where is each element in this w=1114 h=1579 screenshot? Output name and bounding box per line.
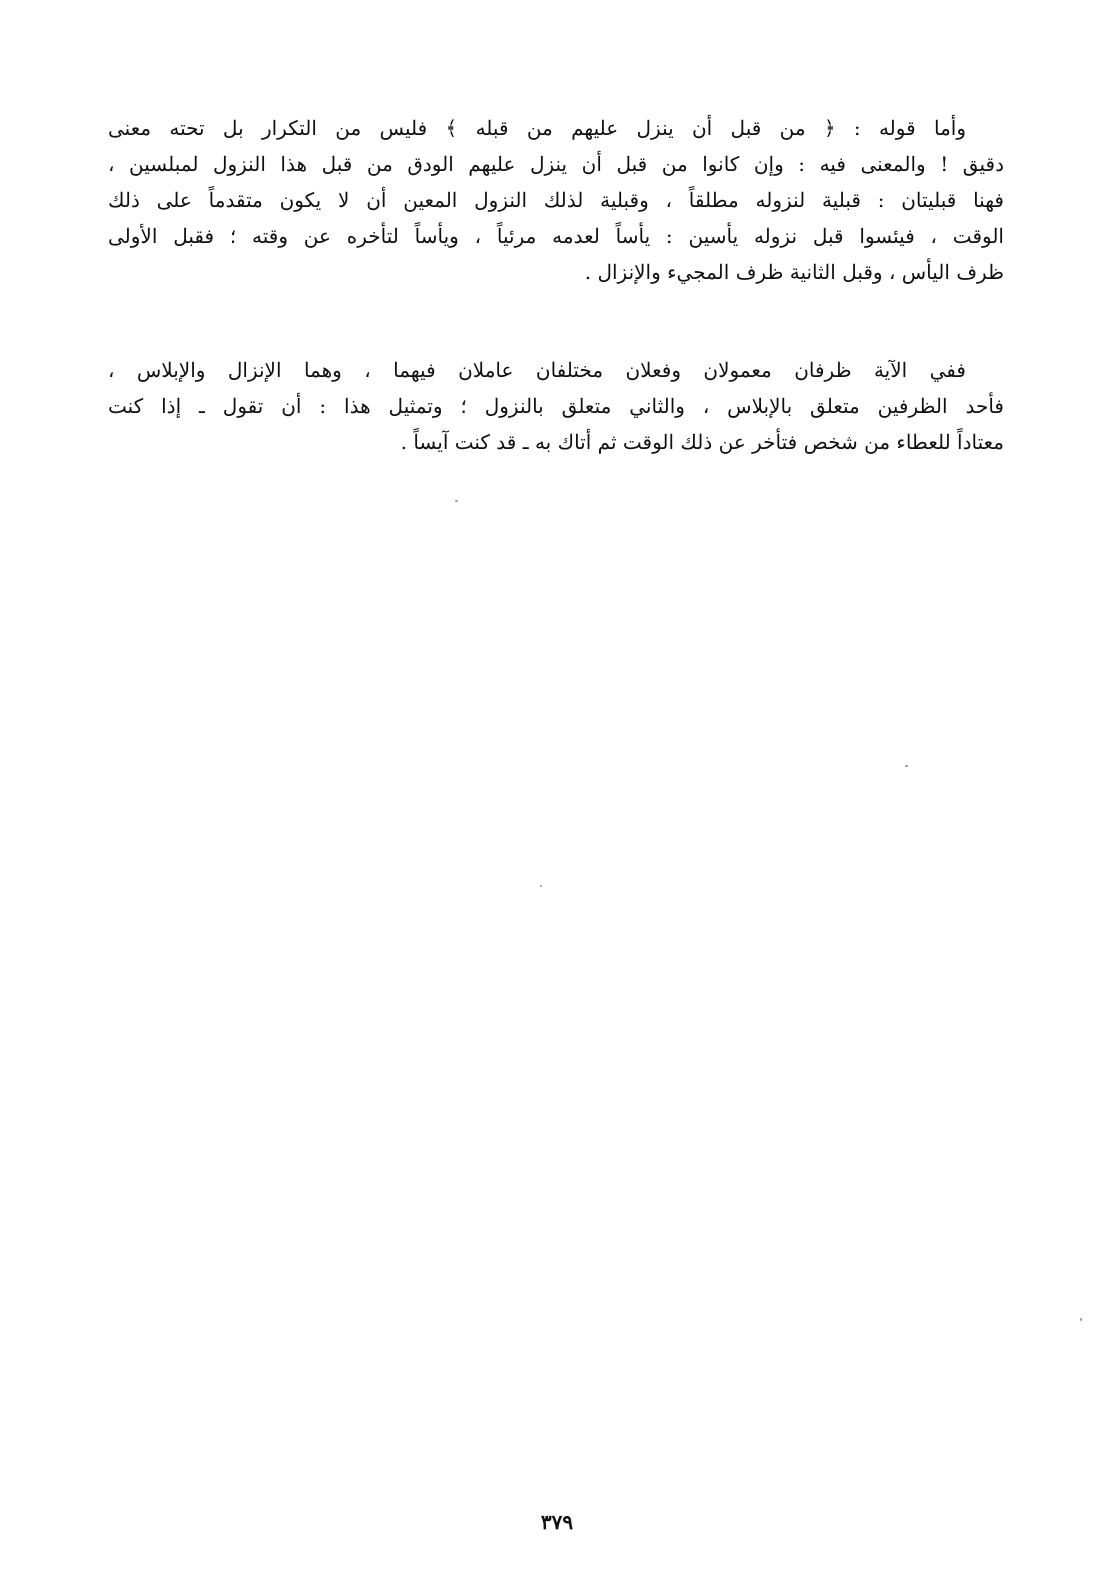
scan-speck bbox=[540, 885, 542, 887]
page-number: ٣٧٩ bbox=[540, 1510, 574, 1534]
paragraph-line: ففي الآية ظرفان معمولان وفعلان مختلفان عاملان فيهما ، وهما الإنزال والإبلاس ، bbox=[108, 358, 966, 382]
paragraph-line: فأحد الظرفين متعلق بالإبلاس ، والثاني متعلق بالنزول ؛ وتمثيل هذا : أن تقول ـ إذا كنت bbox=[108, 394, 1004, 418]
scan-speck bbox=[455, 500, 458, 502]
paragraph-line: ظرف اليأس ، وقبل الثانية ظرف المجيء والإنزال . bbox=[584, 260, 1004, 284]
paragraph-line: فهنا قبليتان : قبلية لنزوله مطلقاً ، وقبلية لذلك النزول المعين أن لا يكون متقدماً على ذلك bbox=[108, 188, 1004, 212]
scan-speck bbox=[1080, 1318, 1082, 1321]
paragraph-line: الوقت ، فيئسوا قبل نزوله يأسين : يأساً لعدمه مرئياً ، ويأساً لتأخره عن وقته ؛ فقبل الأولى bbox=[108, 224, 1004, 248]
paragraph-1 bbox=[108, 110, 1004, 290]
paragraph-line: دقيق ! والمعنى فيه : وإن كانوا من قبل أن ينزل عليهم الودق من قبل هذا النزول لمبلسين ، bbox=[108, 152, 1004, 176]
paragraph-line: وأما قوله : ﴿ من قبل أن ينزل عليهم من قبله ﴾ فليس من التكرار بل تحته معنى bbox=[108, 116, 966, 140]
scan-speck bbox=[905, 765, 908, 767]
paragraph-line: معتاداً للعطاء من شخص فتأخر عن ذلك الوقت ثم أتاك به ـ قد كنت آيساً . bbox=[400, 430, 1004, 454]
paragraph-2 bbox=[108, 352, 1004, 460]
